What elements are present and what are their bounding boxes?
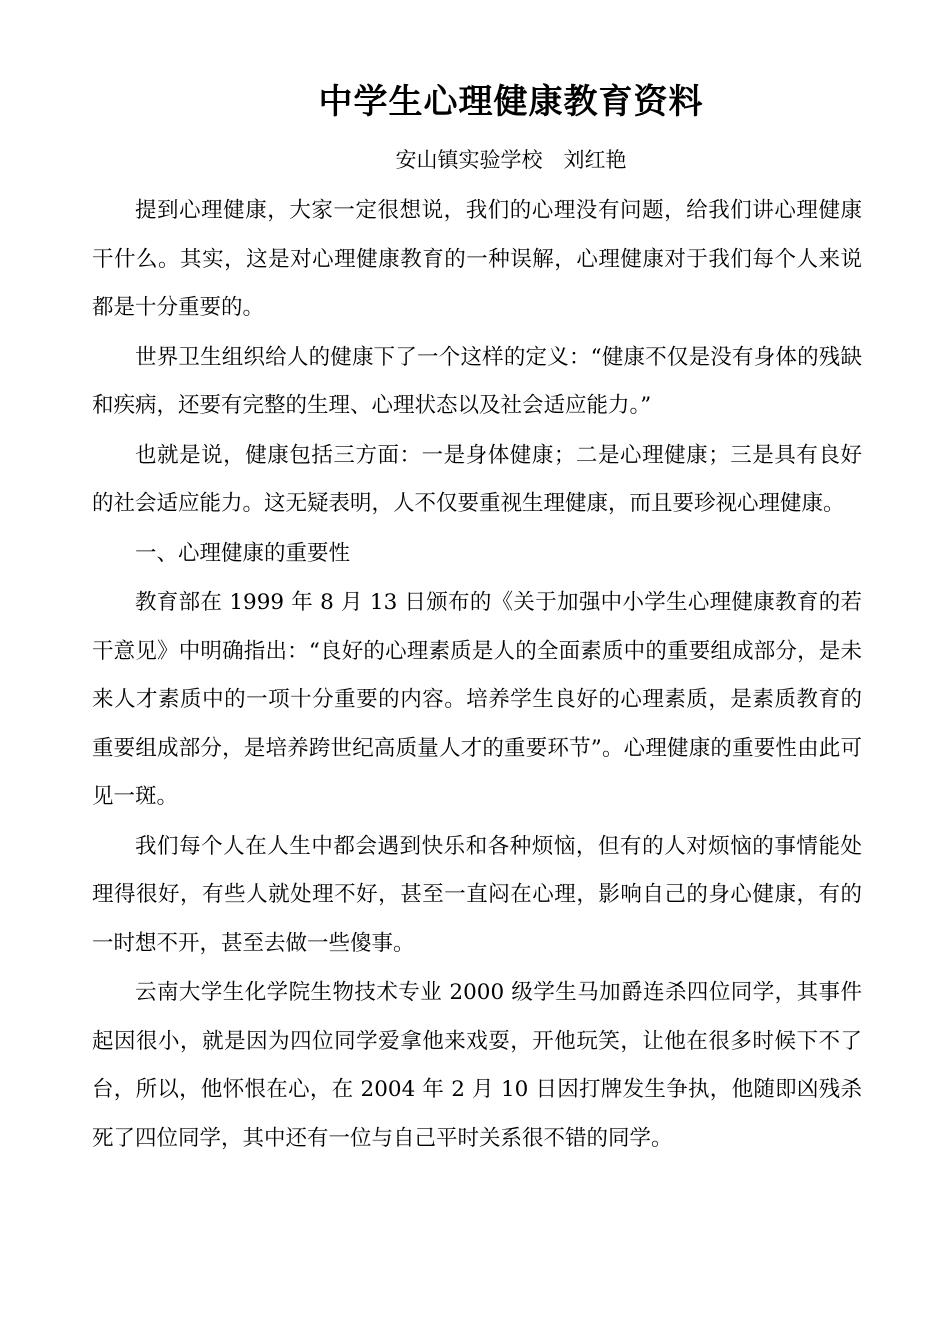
paragraph-ministry-opinion: 教育部在 1999 年 8 月 13 日颁布的《关于加强中小学生心理健康教育的若干意见》中明确指出：“良好的心理素质是人的全面素质中的重要组成部分，是未来人才素质中的一项十分重要的内容。培养学生良好的心理素质，是素质教育的重要组成部分，是培养跨世纪高质量人才的重要环节”。心理健康的重要性由此可见一斑。 (92, 590, 862, 809)
paragraph-three-aspects: 也就是说，健康包括三方面：一是身体健康；二是心理健康；三是具有良好的社会适应能力。这无疑表明，人不仅要重视生理健康，而且要珍视心理健康。 (92, 442, 862, 516)
paragraph-intro: 提到心理健康，大家一定很想说，我们的心理没有问题，给我们讲心理健康干什么。其实，这是对心理健康教育的一种误解，心理健康对于我们每个人来说都是十分重要的。 (92, 198, 862, 320)
paragraph-worries: 我们每个人在人生中都会遇到快乐和各种烦恼，但有的人对烦恼的事情能处理得很好，有些人就处理不好，甚至一直闷在心理，影响自己的身心健康，有的一时想不开，甚至去做一些傻事。 (92, 833, 862, 956)
document-title: 中学生心理健康教育资料 (318, 82, 704, 122)
paragraph-who-definition: 世界卫生组织给人的健康下了一个这样的定义：“健康不仅是没有身体的残缺和疾病，还要有完整的生理、心理状态以及社会适应能力。” (92, 344, 862, 418)
document-body (92, 187, 862, 1163)
section-heading-importance: 一、心理健康的重要性 (135, 540, 351, 566)
document-author-line: 安山镇实验学校 刘红艳 (395, 148, 627, 172)
paragraph-case-study: 云南大学生化学院生物技术专业 2000 级学生马加爵连杀四位同学，其事件起因很小，就是因为四位同学爱拿他来戏耍，开他玩笑，让他在很多时候下不了台，所以，他怀恨在心，在 2004 年 2 月 10 日因打牌发生争执，他随即凶残杀死了四位同学，其中还有一位与自己平时关系很不错的同学。 (92, 980, 862, 1151)
